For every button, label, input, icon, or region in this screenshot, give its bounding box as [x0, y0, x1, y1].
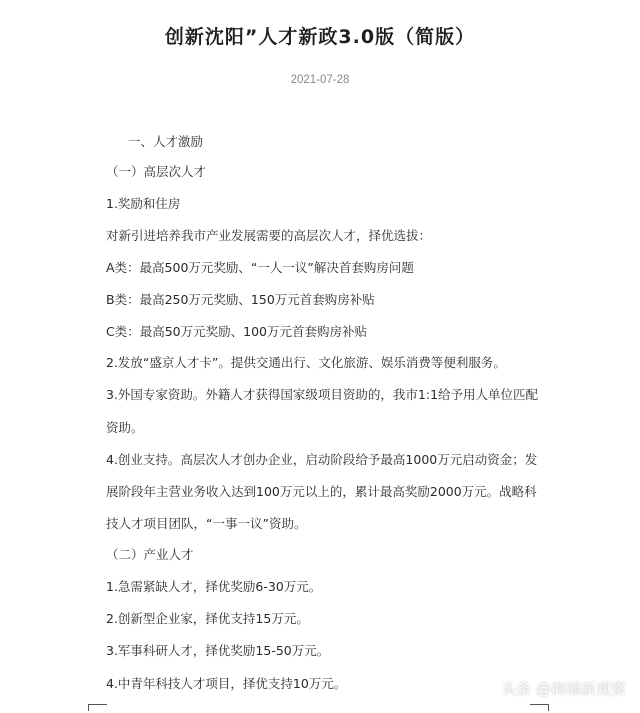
paragraph-line: 技人才项目团队，“一事一议”资助。 [106, 516, 307, 531]
paragraph-line: 1.急需紧缺人才，择优奖励6-30万元。 [106, 579, 322, 594]
subsection-heading: （二）产业人才 [106, 547, 194, 562]
paragraph-line: 2.创新型企业家，择优支持15万元。 [106, 611, 309, 626]
page-title: 创新沈阳”人才新政3.0版（简版） [164, 26, 476, 48]
paragraph-line: 3.军事科研人才，择优奖励15-50万元。 [106, 643, 330, 658]
paragraph-line: 3.外国专家资助。外籍人才获得国家级项目资助的，我市1:1给予用人单位匹配 [106, 387, 539, 402]
subsection-heading: （一）高层次人才 [106, 164, 207, 179]
paragraph-line: 展阶段年主营业务收入达到100万元以上的，累计最高奖励2000万元。战略科 [106, 484, 537, 499]
paragraph-line: A类：最高500万元奖励、“一人一议”解决首套购房问题 [106, 260, 414, 275]
paragraph-line: 4.中青年科技人才项目，择优支持10万元。 [106, 676, 347, 691]
section-heading: 一、人才激励 [128, 134, 204, 149]
paragraph-line: C类：最高50万元奖励、100万元首套购房补贴 [106, 324, 367, 339]
paragraph-line: 2.发放“盛京人才卡”。提供交通出行、文化旅游、娱乐消费等便利服务。 [106, 355, 506, 370]
paragraph-line: 对新引进培养我市产业发展需要的高层次人才，择优选拔： [106, 228, 432, 243]
paragraph-line: 资助。 [106, 420, 144, 435]
watermark-text: 头条 @海绵新观察 [501, 680, 626, 698]
source-watermark [501, 678, 626, 699]
publish-date: 2021-07-28 [290, 74, 350, 86]
paragraph-line: 4.创业支持。高层次人才创办企业，启动阶段给予最高1000万元启动资金；发 [106, 452, 538, 467]
page-corner-mark [88, 704, 107, 711]
paragraph-line: B类：最高250万元奖励、150万元首套购房补贴 [106, 292, 375, 307]
page-corner-mark [530, 704, 549, 711]
paragraph-line: 1.奖励和住房 [106, 196, 181, 211]
